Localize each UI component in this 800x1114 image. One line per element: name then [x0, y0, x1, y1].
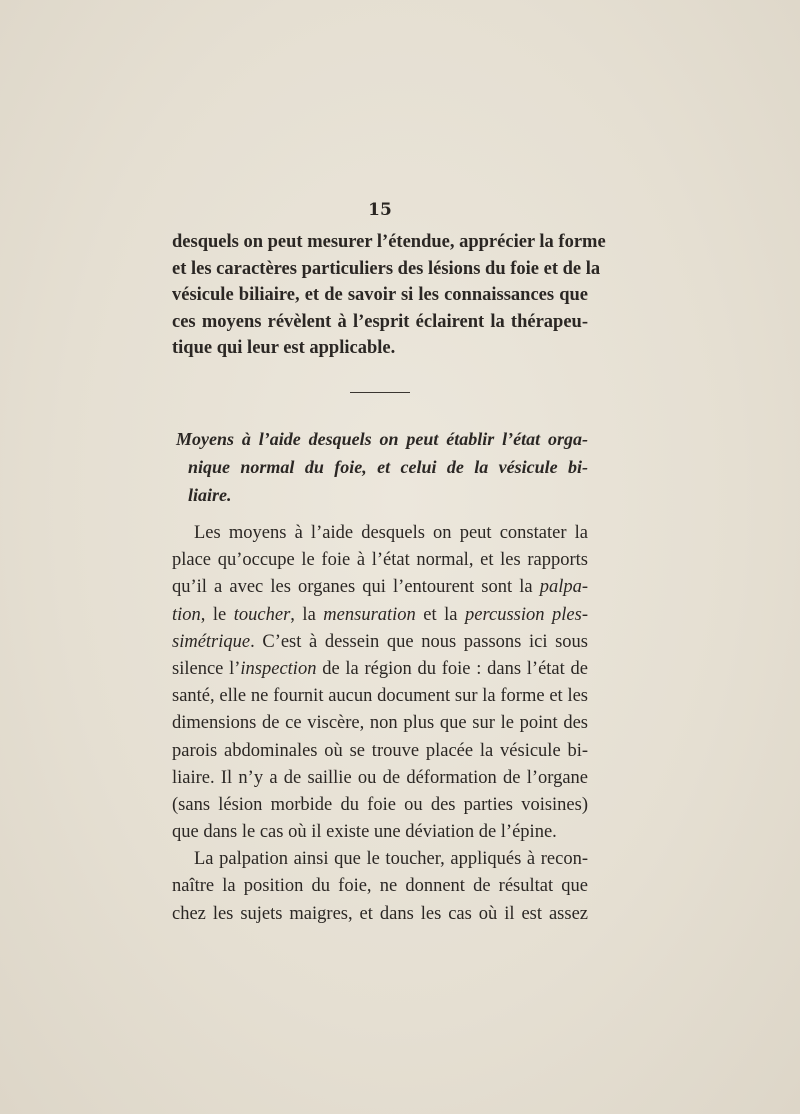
text-line: tion, le toucher, la mensuration et la percussion ples-	[172, 604, 588, 625]
text-line: simétrique. C’est à dessein que nous passons ici sous	[172, 631, 588, 652]
text-line: (sans lésion morbide du foie ou des parties voisines)	[172, 794, 588, 815]
text-line: desquels on peut mesurer l’étendue, apprécier la forme	[172, 232, 606, 252]
section-heading	[176, 425, 588, 509]
text-line: liaire. Il n’y a de saillie ou de déformation de l’organe	[172, 767, 588, 788]
page-number: 15	[368, 200, 392, 220]
text-line: que dans le cas où il existe une déviation de l’épine.	[172, 822, 557, 843]
text-line: tique qui leur est applicable.	[172, 338, 396, 358]
paragraph-continuation	[172, 229, 606, 362]
text-line: qu’il a avec les organes qui l’entourent sont la palpa-	[172, 577, 588, 598]
heading-line: Moyens à l’aide desquels on peut établir l’état orga-	[176, 429, 588, 449]
text-line: place qu’occupe le foie à l’état normal, et les rapports	[172, 550, 588, 571]
heading-line: liaire.	[188, 485, 232, 505]
text-line: silence l’inspection de la région du foie : dans l’état de	[172, 658, 588, 679]
text-line: vésicule biliaire, et de savoir si les connaissances que	[172, 285, 588, 305]
text-line: Les moyens à l’aide desquels on peut constater la	[194, 523, 588, 543]
section-divider	[350, 392, 410, 393]
text-line: santé, elle ne fournit aucun document sur la forme et les	[172, 686, 588, 707]
text-line: et les caractères particuliers des lésions du foie et de la	[172, 258, 601, 279]
text-line: dimensions de ce viscère, non plus que sur le point des	[172, 713, 588, 734]
text-line: La palpation ainsi que le toucher, appliqués à recon-	[194, 849, 588, 870]
text-line: ces moyens révèlent à l’esprit éclairent la thérapeu-	[172, 311, 588, 332]
text-line: naître la position du foie, ne donnent de résultat que	[172, 876, 588, 897]
text-line: parois abdominales où se trouve placée la vésicule bi-	[172, 740, 588, 761]
paragraph-body	[172, 520, 588, 928]
heading-line: nique normal du foie, et celui de la vésicule bi-	[188, 457, 588, 477]
text-line: chez les sujets maigres, et dans les cas où il est assez	[172, 903, 588, 924]
